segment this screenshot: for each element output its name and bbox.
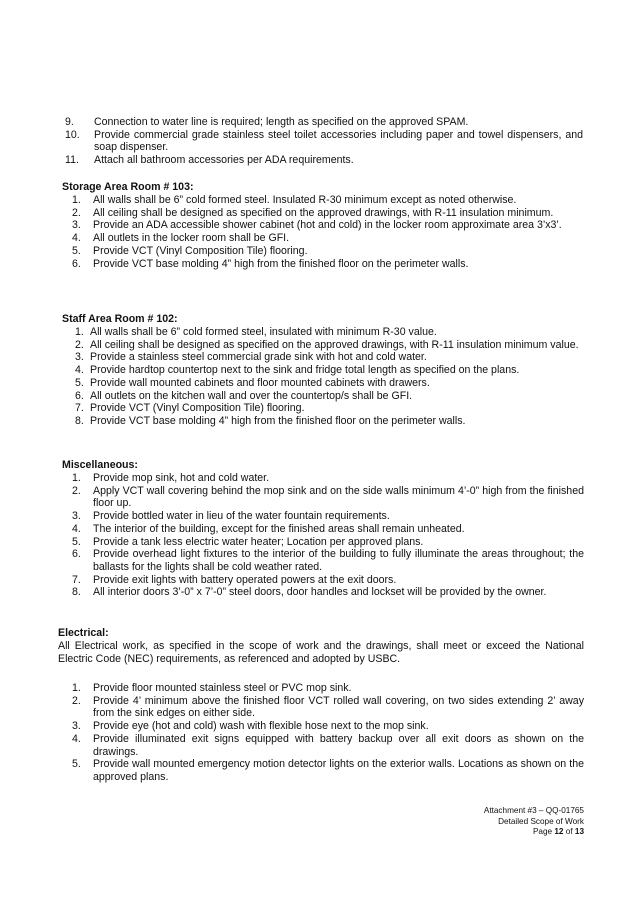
list-item: 3. Provide eye (hot and cold) wash with flexible hose next to the mop sink. [72, 720, 429, 733]
misc-list [72, 472, 584, 599]
list-item: 5. Provide wall mounted emergency motion detector lights on the exterior walls. Locations as shown on the approved plans. [72, 758, 584, 783]
list-item: 1. Provide floor mounted stainless steel or PVC mop sink. [72, 682, 352, 694]
list-item: 6. Provide VCT base molding 4” high from the finished floor on the perimeter walls. [72, 257, 469, 270]
list-item: 2. All ceiling shall be designed as specified on the approved drawings, with R-11 insulation minimum. [72, 206, 554, 219]
list-item: 5. Provide a tank less electric water heater; Location per approved plans. [72, 535, 424, 548]
page-number: Page 12 of 13 [532, 827, 584, 836]
list-item: 6. All outlets on the kitchen wall and over the countertop/s shall be GFI. [75, 389, 413, 402]
storage-heading: Storage Area Room # 103: [62, 181, 194, 193]
top-list [65, 116, 583, 167]
list-item: 2. Apply VCT wall covering behind the mop sink and on the side walls minimum 4’-0” high from the finished floor up. [72, 484, 584, 510]
list-item: 6. Provide overhead light fixtures to the interior of the building to fully illuminate the areas throughout; the ballasts for the lights shall be cold weather rated. [72, 548, 584, 573]
list-item: 2. All ceiling shall be designed as specified on the approved drawings, with R-11 insulation minimum value. [75, 338, 579, 351]
list-item: 8. Provide VCT base molding 4” high from the finished floor on the perimeter walls. [75, 414, 466, 427]
staff-list [75, 326, 584, 428]
misc-heading: Miscellaneous: [62, 459, 138, 471]
list-item: 9. Connection to water line is required; length as specified on the approved SPAM. [65, 116, 469, 128]
list-item: 3. Provide an ADA accessible shower cabinet (hot and cold) in the locker room approximate area 3’x3’. [72, 219, 562, 232]
list-item: 4. The interior of the building, except for the finished areas shall remain unheated. [72, 522, 465, 535]
staff-heading: Staff Area Room # 102: [62, 313, 178, 325]
electrical-intro: All Electrical work, as specified in the scope of work and the drawings, shall meet or exceed the National Electric Code (NEC) requirements, as referenced and adopted by USBC. [58, 640, 584, 665]
storage-list [72, 194, 584, 270]
electrical-list [72, 682, 584, 784]
list-item: 7. Provide exit lights with battery operated powers at the exit doors. [72, 573, 397, 586]
list-item: 5. Provide VCT (Vinyl Composition Tile) flooring. [72, 244, 308, 257]
list-item: 4. Provide illuminated exit signs equipped with battery backup over all exit doors as shown on the drawings. [72, 732, 584, 758]
list-item: 1. All walls shall be 6” cold formed steel, insulated with minimum R-30 value. [75, 326, 437, 338]
list-item: 2. Provide 4’ minimum above the finished floor VCT rolled wall covering, on two sides extending 2’ away from the sink edges on either side. [72, 694, 584, 720]
list-item: 3. Provide a stainless steel commercial grade sink with hot and cold water. [75, 351, 427, 364]
list-item: 11. Attach all bathroom accessories per ADA requirements. [65, 154, 354, 167]
list-item: 4. All outlets in the locker room shall be GFI. [72, 232, 290, 245]
page-footer [484, 806, 584, 838]
list-item: 7. Provide VCT (Vinyl Composition Tile) flooring. [75, 402, 305, 415]
list-item: 1. All walls shall be 6” cold formed steel. Insulated R-30 minimum except as noted otherwise. [72, 194, 517, 206]
list-item: 10. Provide commercial grade stainless steel toilet accessories including paper and towel dispensers, and soap dispenser. [65, 128, 583, 154]
list-item: 5. Provide wall mounted cabinets and floor mounted cabinets with drawers. [75, 376, 430, 389]
list-item: 1. Provide mop sink, hot and cold water. [72, 472, 270, 484]
list-item: 3. Provide bottled water in lieu of the water fountain requirements. [72, 510, 390, 523]
footer-subtitle: Detailed Scope of Work [498, 816, 584, 826]
electrical-heading: Electrical: [58, 627, 109, 639]
list-item: 8. All interior doors 3’-0” x 7’-0” steel doors, door handles and lockset will be provided by the owner. [72, 586, 547, 599]
list-item: 4. Provide hardtop countertop next to the sink and fridge total length as specified on the plans. [75, 364, 520, 377]
footer-attachment: Attachment #3 – QQ-01765 [483, 806, 584, 815]
